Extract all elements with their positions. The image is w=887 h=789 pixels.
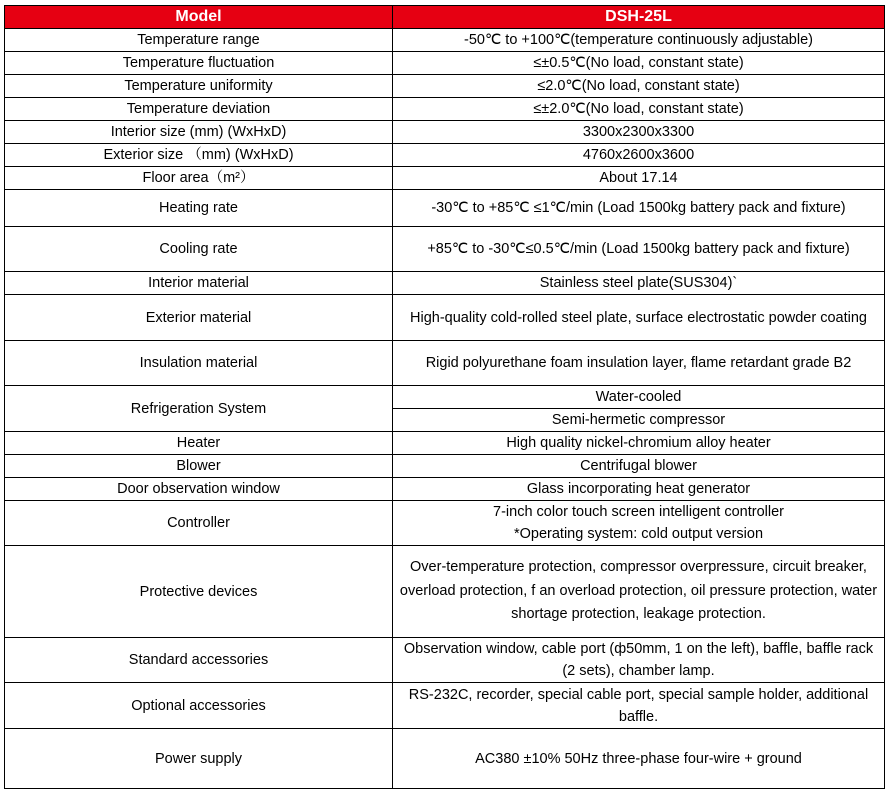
- row-value: Over-temperature protection, compressor overpressure, circuit breaker, overload protection, f an overload protection, oil pressure protection, water shortage protection, leakage protection.: [393, 546, 885, 638]
- row-label: Exterior size （mm) (WxHxD): [5, 144, 393, 167]
- row-value: 4760x2600x3600: [393, 144, 885, 167]
- table-row: [5, 501, 885, 546]
- row-label: Blower: [5, 455, 393, 478]
- table-row: [5, 455, 885, 478]
- row-label: Temperature uniformity: [5, 75, 393, 98]
- row-value: Glass incorporating heat generator: [393, 478, 885, 501]
- row-label: Interior size (mm) (WxHxD): [5, 121, 393, 144]
- row-label: Power supply: [5, 729, 393, 789]
- row-label: Exterior material: [5, 295, 393, 341]
- row-value: Stainless steel plate(SUS304)`: [393, 272, 885, 295]
- table-row: [5, 386, 885, 409]
- row-label: Standard accessories: [5, 638, 393, 683]
- row-value: Centrifugal blower: [393, 455, 885, 478]
- row-value: Observation window, cable port (ф50mm, 1 on the left), baffle, baffle rack (2 sets), chamber lamp.: [393, 638, 885, 683]
- row-value: -50℃ to +100℃(temperature continuously adjustable): [393, 29, 885, 52]
- table-row: [5, 167, 885, 190]
- table-row: [5, 29, 885, 52]
- controller-line-1: 7-inch color touch screen intelligent controller: [493, 504, 784, 520]
- row-label: Temperature range: [5, 29, 393, 52]
- row-label: Optional accessories: [5, 683, 393, 729]
- row-label: Insulation material: [5, 341, 393, 386]
- row-value: ≤2.0℃(No load, constant state): [393, 75, 885, 98]
- row-value: Semi-hermetic compressor: [393, 409, 885, 432]
- row-label: Floor area（m²）: [5, 167, 393, 190]
- row-value: High-quality cold-rolled steel plate, surface electrostatic powder coating: [393, 295, 885, 341]
- row-label: Cooling rate: [5, 227, 393, 272]
- table-row: [5, 75, 885, 98]
- row-label: Door observation window: [5, 478, 393, 501]
- row-value: 3300x2300x3300: [393, 121, 885, 144]
- row-label: Interior material: [5, 272, 393, 295]
- header-label: Model: [5, 6, 393, 29]
- header-model: DSH-25L: [393, 6, 885, 29]
- table-row: [5, 478, 885, 501]
- table-row: [5, 341, 885, 386]
- spec-table: [4, 5, 885, 789]
- table-row: [5, 546, 885, 638]
- row-label: Temperature deviation: [5, 98, 393, 121]
- row-value: About 17.14: [393, 167, 885, 190]
- table-row: [5, 683, 885, 729]
- row-value: RS-232C, recorder, special cable port, special sample holder, additional baffle.: [393, 683, 885, 729]
- row-label: Refrigeration System: [5, 386, 393, 432]
- table-row: [5, 432, 885, 455]
- table-row: [5, 98, 885, 121]
- table-row: [5, 295, 885, 341]
- row-value: ≤±2.0℃(No load, constant state): [393, 98, 885, 121]
- table-row: [5, 729, 885, 789]
- table-row: [5, 638, 885, 683]
- row-label: Protective devices: [5, 546, 393, 638]
- row-label: Heating rate: [5, 190, 393, 227]
- row-value: +85℃ to -30℃≤0.5℃/min (Load 1500kg battery pack and fixture): [393, 227, 885, 272]
- table-row: [5, 190, 885, 227]
- row-value: High quality nickel-chromium alloy heater: [393, 432, 885, 455]
- row-label: Controller: [5, 501, 393, 546]
- table-row: [5, 227, 885, 272]
- row-value: Water-cooled: [393, 386, 885, 409]
- table-row: [5, 121, 885, 144]
- table-row: [5, 272, 885, 295]
- row-value: -30℃ to +85℃ ≤1℃/min (Load 1500kg battery pack and fixture): [393, 190, 885, 227]
- row-value: ≤±0.5℃(No load, constant state): [393, 52, 885, 75]
- controller-line-2: *Operating system: cold output version: [513, 526, 764, 542]
- row-label: Heater: [5, 432, 393, 455]
- table-row: [5, 52, 885, 75]
- row-value: Rigid polyurethane foam insulation layer, flame retardant grade B2: [393, 341, 885, 386]
- row-value: AC380 ±10% 50Hz three-phase four-wire + ground: [393, 729, 885, 789]
- table-row: [5, 144, 885, 167]
- row-value: [393, 501, 885, 546]
- row-label: Temperature fluctuation: [5, 52, 393, 75]
- header-row: [5, 6, 885, 29]
